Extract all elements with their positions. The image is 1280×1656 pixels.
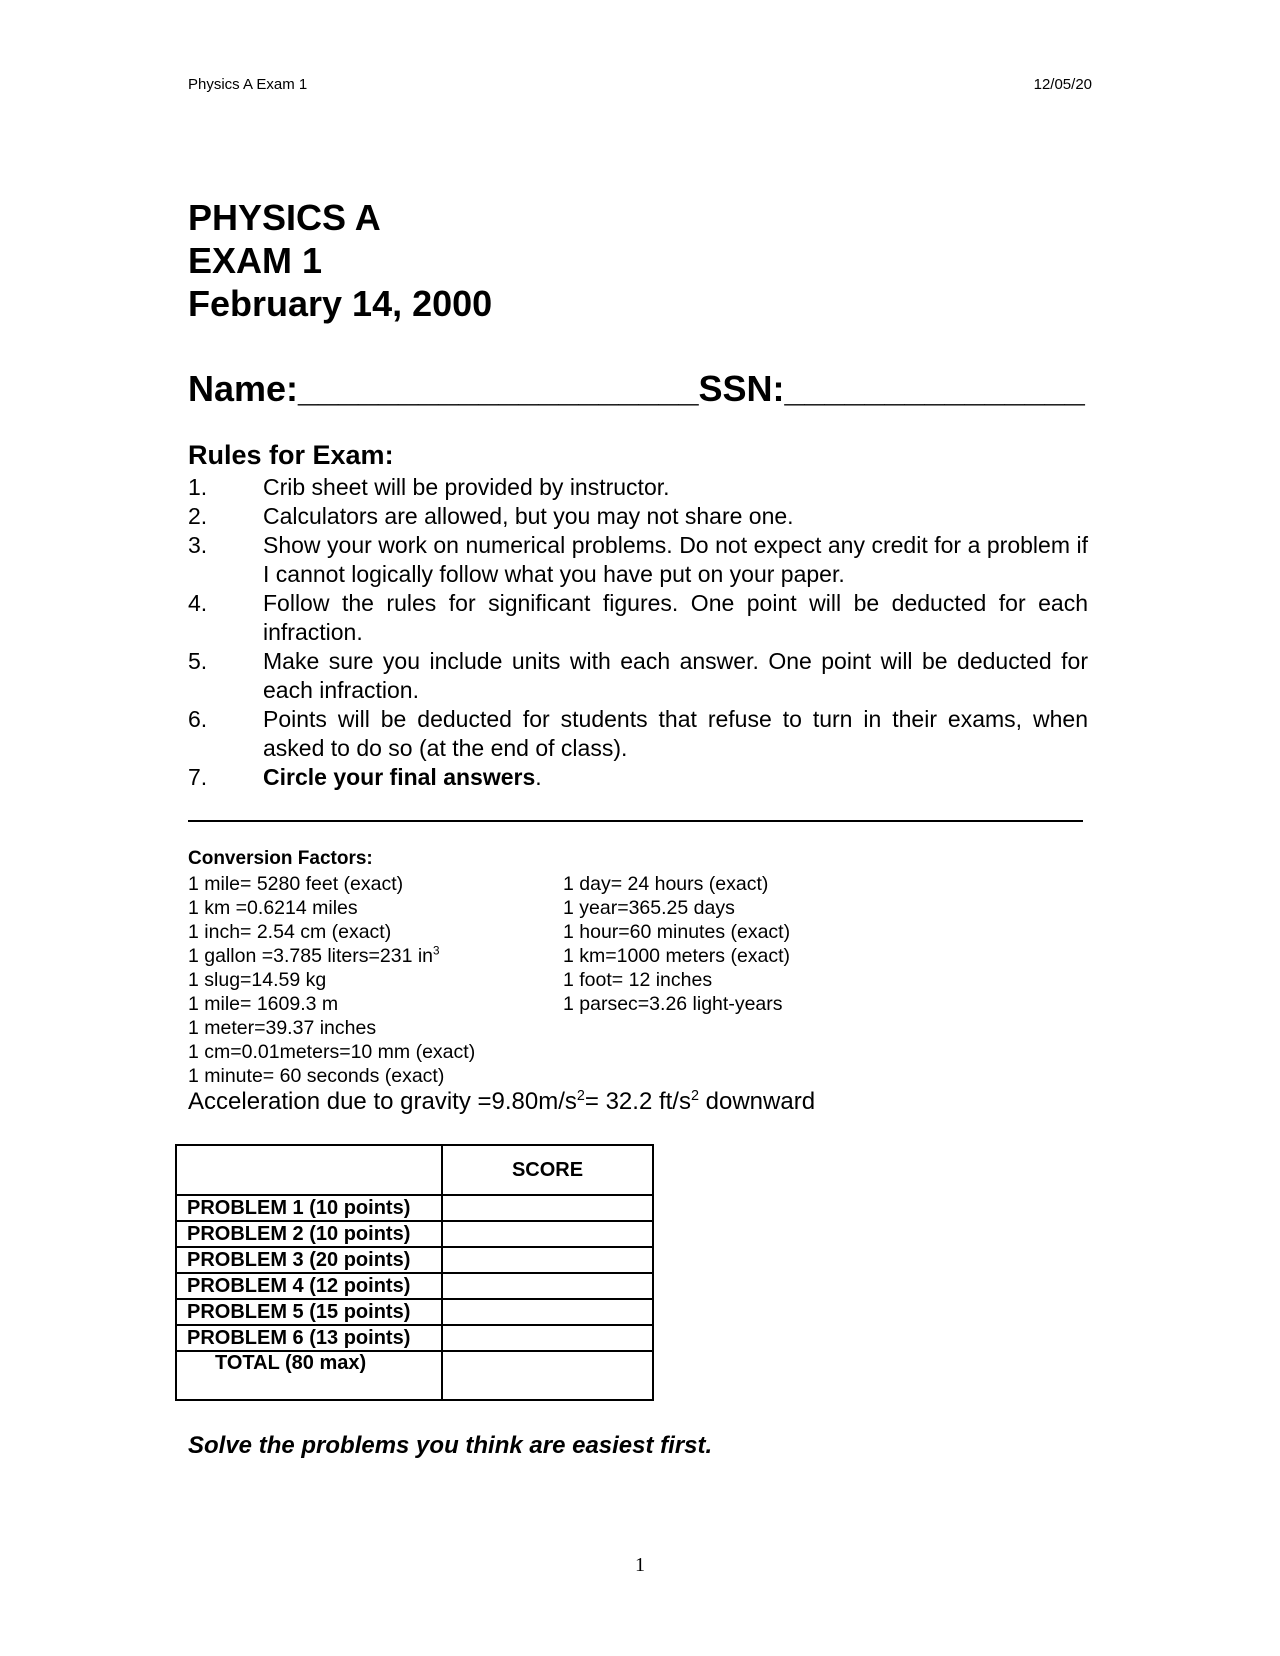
conversion-list-left: [188, 872, 475, 1088]
rule-item: [188, 647, 1088, 705]
conversion-item: 1 km =0.6214 miles: [188, 897, 358, 919]
total-cell[interactable]: [442, 1351, 653, 1400]
exam-title: [188, 196, 492, 325]
rule-period: .: [535, 764, 542, 790]
conversion-item: 1 slug=14.59 kg: [188, 969, 327, 991]
superscript: 2: [576, 1088, 585, 1104]
gravity-note: [188, 1088, 815, 1116]
ssn-label: SSN:: [698, 368, 785, 409]
conversion-title: Conversion Factors:: [188, 848, 373, 869]
header-left: Physics A Exam 1: [188, 76, 308, 93]
header-date: 12/05/20: [1033, 76, 1092, 93]
rule-number: 2.: [188, 503, 208, 529]
conversion-item: 1 foot= 12 inches: [563, 969, 713, 991]
problem-label: PROBLEM 3 (20 points): [176, 1247, 442, 1273]
conversion-item: 1 km=1000 meters (exact): [563, 945, 791, 967]
ssn-blank: _______________: [784, 368, 1085, 409]
rule-emphasis: Circle your final answers: [263, 764, 536, 790]
total-row: [176, 1351, 653, 1400]
rule-number: 6.: [188, 706, 208, 732]
rule-item: [188, 763, 1088, 792]
conversion-item: 1 minute= 60 seconds (exact): [188, 1065, 445, 1087]
conversion-item: 1 meter=39.37 inches: [188, 1017, 377, 1039]
page-number: 1: [635, 1554, 645, 1576]
problem-label: PROBLEM 2 (10 points): [176, 1221, 442, 1247]
conversion-item: 1 parsec=3.26 light-years: [563, 993, 783, 1015]
conversion-item: 1 hour=60 minutes (exact): [563, 921, 791, 943]
score-cell[interactable]: [442, 1299, 653, 1325]
conversion-item: 1 inch= 2.54 cm (exact): [188, 921, 392, 943]
rule-text: Crib sheet will be provided by instructor.: [263, 474, 670, 500]
closing-advice: Solve the problems you think are easiest first.: [188, 1432, 713, 1459]
title-line-1: PHYSICS A: [188, 197, 381, 238]
conversion-item: 1 cm=0.01meters=10 mm (exact): [188, 1041, 476, 1063]
name-label: Name:: [188, 368, 299, 409]
conversion-item: 1 mile= 1609.3 m: [188, 993, 339, 1015]
problem-label: PROBLEM 6 (13 points): [176, 1325, 442, 1351]
score-table: [175, 1144, 654, 1401]
score-cell[interactable]: [442, 1273, 653, 1299]
score-row: [176, 1195, 653, 1221]
gravity-text-2: = 32.2 ft/s: [584, 1088, 691, 1115]
problem-label: PROBLEM 4 (12 points): [176, 1273, 442, 1299]
conversion-item: [188, 944, 475, 968]
conversion-item: 1 day= 24 hours (exact): [563, 873, 769, 895]
rule-text: Follow the rules for significant figures. One point will be deducted for each infraction.: [263, 590, 1088, 645]
conversion-list-right: [563, 872, 790, 1016]
rules-title: Rules for Exam:: [188, 440, 394, 470]
conversion-item: 1 year=365.25 days: [563, 897, 735, 919]
rule-number: 1.: [188, 474, 208, 500]
superscript: 3: [433, 944, 440, 958]
rule-text: Make sure you include units with each answer. One point will be deducted for each infraction.: [263, 648, 1088, 703]
gravity-text-1: Acceleration due to gravity =9.80m/s: [188, 1088, 577, 1115]
conversion-text: 1 gallon =3.785 liters=231 in: [188, 945, 434, 967]
rules-list: [188, 473, 1088, 792]
section-divider: [188, 820, 1083, 822]
rule-text: Calculators are allowed, but you may not share one.: [263, 503, 794, 529]
rule-number: 4.: [188, 590, 208, 616]
score-row: [176, 1247, 653, 1273]
score-cell[interactable]: [442, 1247, 653, 1273]
problem-label: PROBLEM 5 (15 points): [176, 1299, 442, 1325]
score-row: [176, 1325, 653, 1351]
gravity-text-3: downward: [698, 1088, 816, 1115]
name-ssn-line: [188, 368, 1085, 410]
title-line-3: February 14, 2000: [188, 283, 493, 324]
rule-item: [188, 705, 1088, 763]
rule-number: 7.: [188, 764, 208, 790]
score-cell[interactable]: [442, 1195, 653, 1221]
rule-item: [188, 589, 1088, 647]
conversion-item: 1 mile= 5280 feet (exact): [188, 873, 404, 895]
rule-item: [188, 531, 1088, 589]
rule-text: Show your work on numerical problems. Do not expect any credit for a problem if I cannot logically follow what you have put on your paper.: [263, 532, 1088, 587]
score-cell[interactable]: [442, 1221, 653, 1247]
score-header-row: [176, 1145, 653, 1195]
score-header: SCORE: [442, 1145, 653, 1195]
problem-label: PROBLEM 1 (10 points): [176, 1195, 442, 1221]
score-row: [176, 1221, 653, 1247]
score-cell[interactable]: [442, 1325, 653, 1351]
name-blank: ____________________: [298, 368, 699, 409]
rule-text: [263, 763, 1088, 792]
superscript: 2: [690, 1088, 699, 1104]
total-label: TOTAL (80 max): [176, 1351, 442, 1400]
rule-item: [188, 502, 1088, 531]
title-line-2: EXAM 1: [188, 240, 323, 281]
rule-item: [188, 473, 1088, 502]
rule-number: 3.: [188, 532, 208, 558]
score-row: [176, 1273, 653, 1299]
score-row: [176, 1299, 653, 1325]
rule-text: Points will be deducted for students that refuse to turn in their exams, when asked to do so (at the end of class).: [263, 706, 1088, 761]
rule-number: 5.: [188, 648, 208, 674]
empty-cell: [176, 1145, 442, 1195]
